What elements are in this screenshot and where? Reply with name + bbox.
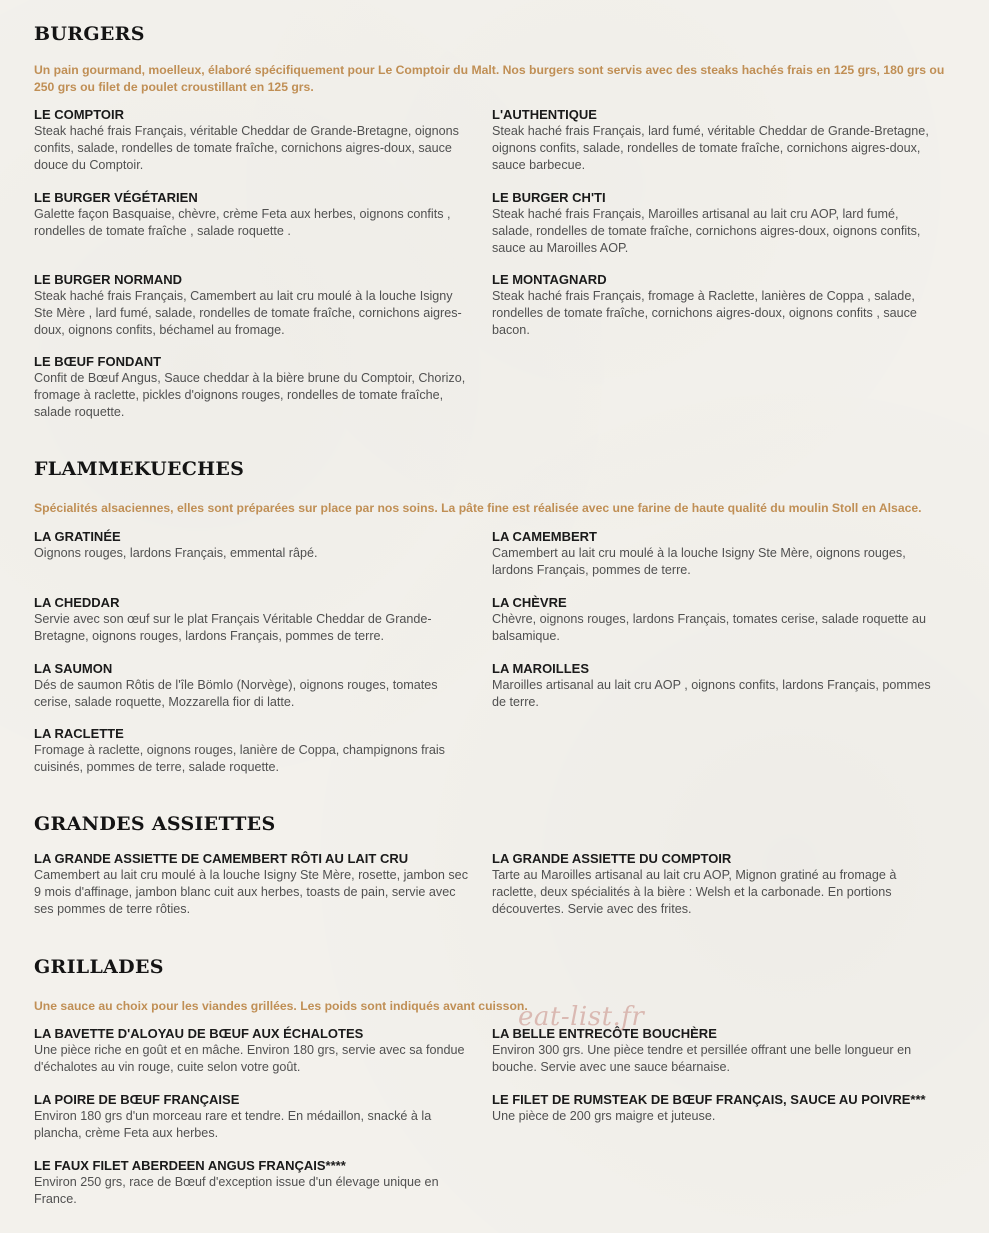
menu-item-bavette-aloyau <box>34 1025 474 1076</box>
item-description: Servie avec son œuf sur le plat Français Véritable Cheddar de Grande-Bretagne, oignons rouges, lardons Français, pommes de terre. <box>34 612 432 643</box>
item-name: LA CHÈVRE <box>492 595 567 610</box>
item-name: LE FAUX FILET ABERDEEN ANGUS FRANÇAIS**** <box>34 1158 346 1173</box>
item-name: LA BAVETTE D'ALOYAU DE BŒUF AUX ÉCHALOTES <box>34 1026 364 1041</box>
watermark-text: eat-list.fr <box>518 1002 645 1032</box>
menu-item-grande-assiette-comptoir <box>492 850 932 918</box>
menu-item-burger-vegetarien <box>34 189 474 240</box>
item-description: Steak haché frais Français, fromage à Raclette, lanières de Coppa , salade, rondelles de tomate fraîche, cornichons aigres-doux, oignons confits , sauce bacon. <box>492 289 917 337</box>
menu-item-grande-assiette-camembert <box>34 850 474 918</box>
item-name: LE BURGER NORMAND <box>34 272 183 287</box>
item-name: LE BURGER VÉGÉTARIEN <box>34 190 198 205</box>
item-name: LA SAUMON <box>34 661 113 676</box>
item-description: Steak haché frais Français, Maroilles artisanal au lait cru AOP, lard fumé, salade, rondelles de tomate fraîche, cornichons aigres-doux, oignons confits, sauce au Maroilles AOP. <box>492 207 921 255</box>
item-name: LA GRANDE ASSIETTE DE CAMEMBERT RÔTI AU LAIT CRU <box>34 851 409 866</box>
item-description: Tarte au Maroilles artisanal au lait cru AOP, Mignon gratiné au fromage à raclette, deux spécialités à la bière : Welsh et la carbonade. En portions découvertes. Servie avec des frites. <box>492 868 897 916</box>
item-description: Maroilles artisanal au lait cru AOP , oignons confits, lardons Français, pommes de terre. <box>492 678 931 709</box>
menu-item-la-gratinee <box>34 528 474 562</box>
item-description: Oignons rouges, lardons Français, emmental râpé. <box>34 546 318 560</box>
item-name: LA BELLE ENTRECÔTE BOUCHÈRE <box>492 1026 717 1041</box>
item-description: Steak haché frais Français, Camembert au lait cru moulé à la louche Isigny Ste Mère , lard fumé, salade, rondelles de tomate fraîche, cornichons aigres-doux, oignons confits, béchamel au fromage. <box>34 289 462 337</box>
section-intro-flammekueches: Spécialités alsaciennes, elles sont préparées sur place par nos soins. La pâte fine est réalisée avec une farine de haute qualité du moulin Stoll en Alsace. <box>34 501 922 515</box>
item-name: LE BURGER CH'TI <box>492 190 606 205</box>
item-description: Dés de saumon Rôtis de l'île Bömlo (Norvège), oignons rouges, tomates cerise, salade roquette, Mozzarella fior di latte. <box>34 678 438 709</box>
item-description: Fromage à raclette, oignons rouges, lanière de Coppa, champignons frais cuisinés, pommes de terre, salade roquette. <box>34 743 445 774</box>
menu-item-la-saumon <box>34 660 474 711</box>
item-name: LA RACLETTE <box>34 726 124 741</box>
section-title-flammekueches: FLAMMEKUECHES <box>34 458 245 480</box>
item-description: Une pièce riche en goût et en mâche. Environ 180 grs, servie avec sa fondue d'échalotes au vin rouge, cuite selon votre goût. <box>34 1043 465 1074</box>
item-name: LE FILET DE RUMSTEAK DE BŒUF FRANÇAIS, SAUCE AU POIVRE*** <box>492 1092 926 1107</box>
section-title-grandes-assiettes: GRANDES ASSIETTES <box>34 813 276 835</box>
item-name: LA POIRE DE BŒUF FRANÇAISE <box>34 1092 240 1107</box>
item-description: Camembert au lait cru moulé à la louche Isigny Ste Mère, oignons rouges, lardons Français, pommes de terre. <box>492 546 906 577</box>
item-description: Environ 250 grs, race de Bœuf d'exception issue d'un élevage unique en France. <box>34 1175 439 1206</box>
menu-item-burger-chti <box>492 189 932 257</box>
menu-item-l-authentique <box>492 106 932 174</box>
item-name: L'AUTHENTIQUE <box>492 107 597 122</box>
item-name: LE MONTAGNARD <box>492 272 607 287</box>
menu-item-la-cheddar <box>34 594 474 645</box>
item-description: Camembert au lait cru moulé à la louche Isigny Ste Mère, rosette, jambon sec 9 mois d'affinage, jambon blanc cuit aux herbes, toasts de pain, servie avec ses pommes de terre rôties. <box>34 868 468 916</box>
item-name: LA MAROILLES <box>492 661 590 676</box>
menu-item-belle-entrecote <box>492 1025 932 1076</box>
item-name: LA CHEDDAR <box>34 595 120 610</box>
item-name: LE BŒUF FONDANT <box>34 354 162 369</box>
menu-item-poire-de-boeuf <box>34 1091 474 1142</box>
item-name: LE COMPTOIR <box>34 107 125 122</box>
item-description: Steak haché frais Français, lard fumé, véritable Cheddar de Grande-Bretagne, oignons confits, salade, rondelles de tomate fraîche, cornichons aigres-doux, sauce barbecue. <box>492 124 929 172</box>
menu-item-filet-rumsteak <box>492 1091 962 1125</box>
menu-item-le-comptoir <box>34 106 474 174</box>
menu-item-la-maroilles <box>492 660 932 711</box>
menu-item-le-montagnard <box>492 271 932 339</box>
item-name: LA CAMEMBERT <box>492 529 597 544</box>
menu-item-la-chevre <box>492 594 932 645</box>
item-description: Steak haché frais Français, véritable Cheddar de Grande-Bretagne, oignons confits, salade, rondelles de tomate fraîche, cornichons aigres-doux, sauce douce du Comptoir. <box>34 124 459 172</box>
item-description: Environ 300 grs. Une pièce tendre et persillée offrant une belle longueur en bouche. Servie avec une sauce béarnaise. <box>492 1043 912 1074</box>
item-description: Environ 180 grs d'un morceau rare et tendre. En médaillon, snacké à la plancha, crème Feta aux herbes. <box>34 1109 432 1140</box>
section-intro-grillades: Une sauce au choix pour les viandes grillées. Les poids sont indiqués avant cuisson. <box>34 999 528 1013</box>
section-intro-burgers: Un pain gourmand, moelleux, élaboré spécifiquement pour Le Comptoir du Malt. Nos burgers sont servis avec des steaks hachés frais en 125 grs, 180 grs ou 250 grs ou filet de poulet croustillant en 125 grs. <box>34 63 945 94</box>
item-description: Chèvre, oignons rouges, lardons Français, tomates cerise, salade roquette au balsamique. <box>492 612 927 643</box>
menu-item-burger-normand <box>34 271 474 339</box>
item-description: Galette façon Basquaise, chèvre, crème Feta aux herbes, oignons confits , rondelles de tomate fraîche , salade roquette . <box>34 207 451 238</box>
item-name: LA GRANDE ASSIETTE DU COMPTOIR <box>492 851 732 866</box>
item-description: Confit de Bœuf Angus, Sauce cheddar à la bière brune du Comptoir, Chorizo, fromage à raclette, pickles d'oignons rouges, rondelles de tomate fraîche, salade roquette. <box>34 371 466 419</box>
menu-item-la-camembert <box>492 528 932 579</box>
item-name: LA GRATINÉE <box>34 529 121 544</box>
menu-item-faux-filet-aberdeen <box>34 1157 474 1208</box>
item-description: Une pièce de 200 grs maigre et juteuse. <box>492 1109 716 1123</box>
section-title-burgers: BURGERS <box>34 23 145 45</box>
menu-item-la-raclette <box>34 725 474 776</box>
menu-item-boeuf-fondant <box>34 353 474 421</box>
section-title-grillades: GRILLADES <box>34 956 164 978</box>
